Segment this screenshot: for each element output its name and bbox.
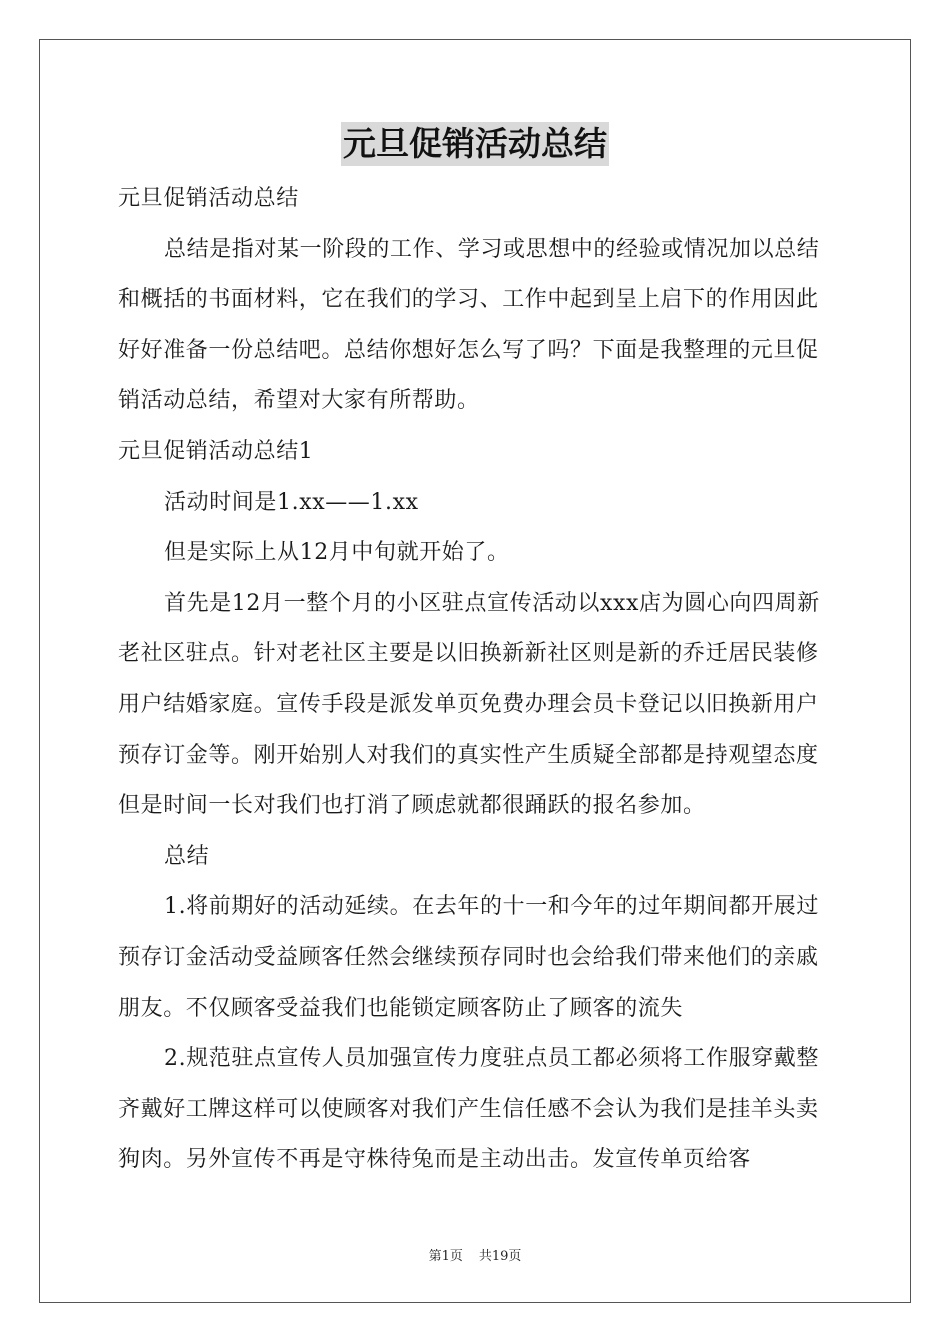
paragraph-summary-heading: 总结 [164,843,210,869]
paragraph-heading-0: 元旦促销活动总结 [118,186,299,211]
title-wrapper [0,122,950,166]
paragraph-intro: 总结是指对某一阶段的工作、学习或思想中的经验或情况加以总结和概括的书面材料，它在我们的学习、工作中起到呈上启下的作用因此好好准备一份总结吧。总结你想好怎么写了吗？下面是我整理的元旦促销活动总结，希望对大家有所帮助。 [118,236,820,414]
paragraph-start-note: 但是实际上从12月中旬就开始了。 [164,540,510,566]
document-body [118,174,838,1186]
paragraph-activity-time: 活动时间是1.xx——1.xx [164,489,419,515]
paragraph-point-1: 1.将前期好的活动延续。在去年的十一和今年的过年期间都开展过预存订金活动受益顾客任然会继续预存同时也会给我们带来他们的亲戚朋友。不仅顾客受益我们也能锁定顾客防止了顾客的流失 [118,894,819,1021]
document-title: 元旦促销活动总结 [341,122,609,166]
paragraph-community-promo: 首先是12月一整个月的小区驻点宣传活动以xxx店为圆心向四周新老社区驻点。针对老社区主要是以旧换新新社区则是新的乔迁居民装修用户结婚家庭。宣传手段是派发单页免费办理会员卡登记以旧换新用户预存订金等。刚开始别人对我们的真实性产生质疑全部都是持观望态度但是时间一长对我们也打消了顾虑就都很踊跃的报名参加。 [118,590,820,819]
page-number: 第1页 [428,1249,463,1264]
page-total: 共19页 [478,1249,522,1264]
page-footer [0,1245,950,1264]
paragraph-heading-1: 元旦促销活动总结1 [118,438,314,464]
paragraph-point-2: 2.规范驻点宣传人员加强宣传力度驻点员工都必须将工作服穿戴整齐戴好工牌这样可以使顾客对我们产生信任感不会认为我们是挂羊头卖狗肉。另外宣传不再是守株待兔而是主动出击。发宣传单页给客 [118,1046,819,1173]
